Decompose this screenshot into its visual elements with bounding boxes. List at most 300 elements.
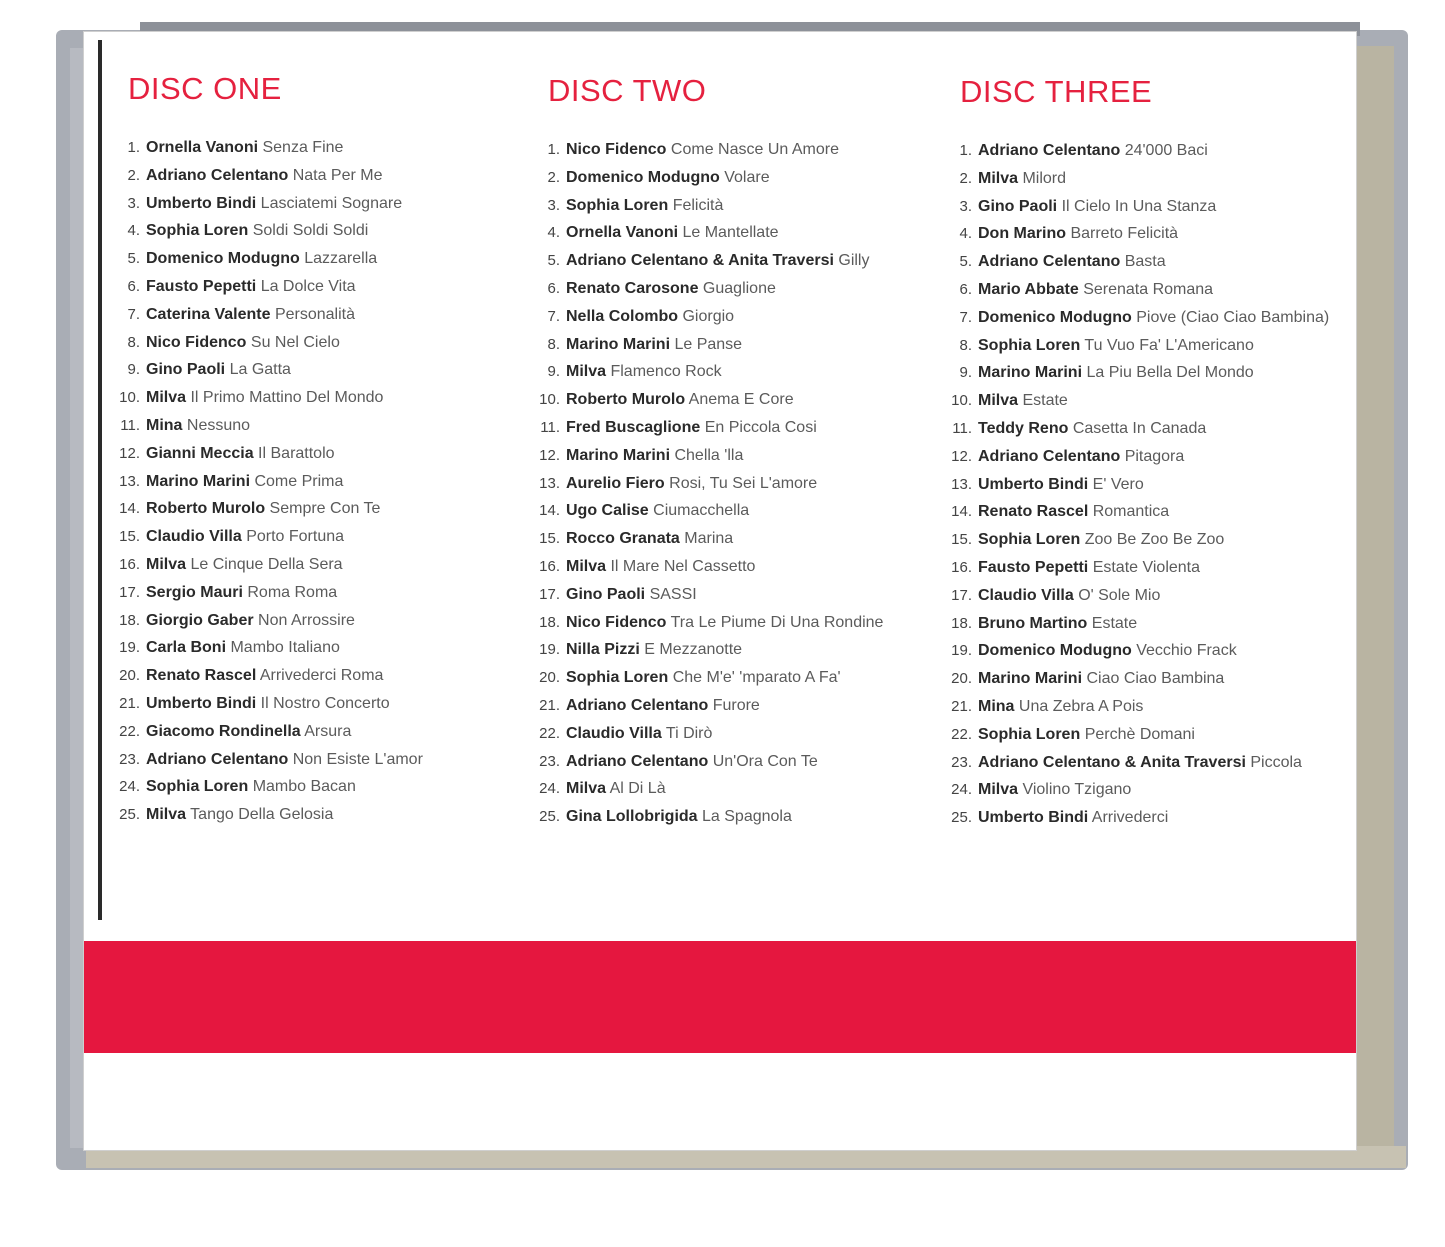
track-item	[538, 470, 938, 498]
track-number: 19.	[119, 639, 140, 657]
track-number: 5.	[959, 253, 972, 271]
track-item	[118, 607, 518, 635]
track-artist: Umberto Bindi	[146, 194, 257, 212]
track-artist: Mina	[978, 697, 1015, 715]
track-artist: Gino Paoli	[566, 585, 646, 603]
track-artist: Marino Marini	[566, 446, 671, 464]
track-artist: Claudio Villa	[566, 724, 662, 742]
track-number: 23.	[539, 752, 560, 770]
track-song: Ciumacchella	[653, 502, 750, 520]
track-song: Estate	[1022, 392, 1068, 410]
track-artist: Gina Lollobrigida	[566, 808, 698, 826]
track-item	[538, 136, 938, 164]
track-song: Soldi Soldi Soldi	[252, 222, 369, 240]
track-item	[118, 495, 518, 523]
track-song: Flamenco Rock	[610, 363, 722, 381]
track-item	[950, 804, 1330, 832]
track-number: 10.	[119, 389, 140, 407]
track-item	[950, 498, 1330, 526]
track-number: 24.	[539, 780, 560, 798]
track-item	[950, 137, 1330, 165]
track-number: 17.	[951, 586, 972, 604]
track-song: La Dolce Vita	[260, 277, 356, 295]
track-song: Rosi, Tu Sei L'amore	[669, 474, 818, 492]
track-artist: Milva	[978, 169, 1019, 187]
track-number: 9.	[959, 364, 972, 382]
disc-three-tracklist	[950, 137, 1330, 832]
track-artist: Sophia Loren	[978, 531, 1081, 549]
track-artist: Sophia Loren	[146, 778, 249, 796]
track-artist: Aurelio Fiero	[566, 474, 665, 492]
track-number: 22.	[951, 725, 972, 743]
track-song: Personalità	[274, 305, 355, 323]
track-number: 5.	[127, 250, 140, 268]
track-number: 14.	[951, 503, 972, 521]
track-artist: Adriano Celentano	[566, 696, 709, 714]
track-number: 6.	[547, 279, 560, 297]
track-song: Pitagora	[1124, 447, 1185, 465]
track-artist: Milva	[146, 555, 187, 573]
disc-one-title: DISC ONE	[128, 71, 282, 106]
track-item	[950, 276, 1330, 304]
track-item	[118, 773, 518, 801]
track-artist: Sophia Loren	[978, 336, 1081, 354]
track-number: 20.	[119, 667, 140, 685]
track-number: 24.	[951, 781, 972, 799]
track-item	[538, 247, 938, 275]
track-song: E Mezzanotte	[644, 641, 743, 659]
track-item	[950, 332, 1330, 360]
track-item	[538, 775, 938, 803]
track-item	[950, 665, 1330, 693]
track-artist: Gianni Meccia	[146, 444, 254, 462]
track-artist: Claudio Villa	[978, 586, 1074, 604]
track-number: 17.	[539, 585, 560, 603]
track-artist: Giacomo Rondinella	[146, 722, 301, 740]
track-item	[538, 164, 938, 192]
track-item	[118, 245, 518, 273]
track-song: Furore	[712, 696, 760, 714]
track-number: 18.	[119, 611, 140, 629]
track-number: 21.	[539, 696, 560, 714]
track-number: 6.	[959, 280, 972, 298]
track-number: 1.	[547, 141, 560, 158]
track-item	[950, 526, 1330, 554]
track-number: 6.	[127, 277, 140, 295]
track-song: Guaglione	[702, 279, 776, 297]
track-song: Tango Della Gelosia	[190, 806, 334, 824]
track-number: 22.	[539, 724, 560, 742]
disc-three-title: DISC THREE	[960, 74, 1153, 109]
track-item	[538, 497, 938, 525]
track-item	[118, 384, 518, 412]
track-song: Il Primo Mattino Del Mondo	[190, 389, 384, 407]
track-song: Un'Ora Con Te	[712, 752, 818, 770]
track-item	[950, 248, 1330, 276]
track-artist: Giorgio Gaber	[146, 611, 254, 629]
track-song: Come Prima	[254, 472, 344, 490]
track-item	[118, 273, 518, 301]
track-artist: Nico Fidenco	[566, 613, 667, 631]
track-item	[950, 387, 1330, 415]
track-item	[118, 690, 518, 718]
track-item	[538, 303, 938, 331]
track-item	[118, 718, 518, 746]
track-number: 25.	[951, 809, 972, 827]
track-artist: Caterina Valente	[146, 305, 271, 323]
track-number: 15.	[539, 530, 560, 548]
track-artist: Milva	[978, 781, 1019, 799]
track-artist: Ornella Vanoni	[146, 139, 259, 156]
track-artist: Claudio Villa	[146, 528, 242, 546]
track-number: 20.	[951, 670, 972, 688]
track-item	[950, 471, 1330, 499]
track-artist: Milva	[566, 363, 607, 381]
track-song: Estate Violenta	[1092, 558, 1201, 576]
track-number: 8.	[959, 336, 972, 354]
track-number: 23.	[119, 750, 140, 768]
track-artist: Nella Colombo	[566, 307, 679, 325]
track-number: 8.	[127, 333, 140, 351]
track-song: Lasciatemi Sognare	[260, 194, 403, 212]
track-song: Non Esiste L'amor	[292, 750, 423, 768]
track-item	[950, 220, 1330, 248]
case-right-edge	[1356, 46, 1394, 1156]
disc-one-tracklist	[118, 134, 518, 829]
track-artist: Nico Fidenco	[146, 333, 247, 351]
track-number: 15.	[951, 531, 972, 549]
track-artist: Adriano Celentano	[146, 166, 289, 184]
track-item	[538, 525, 938, 553]
track-song: Arrivederci	[1091, 809, 1169, 827]
track-artist: Domenico Modugno	[146, 250, 300, 268]
track-artist: Milva	[146, 389, 187, 407]
track-item	[538, 331, 938, 359]
track-artist: Adriano Celentano	[978, 447, 1121, 465]
track-artist: Mario Abbate	[978, 280, 1079, 298]
track-item	[118, 662, 518, 690]
track-artist: Milva	[978, 392, 1019, 410]
track-song: Estate	[1091, 614, 1138, 632]
track-artist: Don Marino	[978, 225, 1066, 243]
track-song: Mambo Bacan	[252, 778, 356, 796]
track-item	[538, 414, 938, 442]
track-song: Senza Fine	[262, 139, 344, 156]
track-artist: Adriano Celentano	[146, 750, 289, 768]
track-item	[538, 748, 938, 776]
track-item	[950, 359, 1330, 387]
track-number: 19.	[539, 641, 560, 659]
track-number: 3.	[959, 197, 972, 215]
track-item	[118, 190, 518, 218]
track-song: E' Vero	[1092, 475, 1144, 493]
track-number: 20.	[539, 669, 560, 687]
track-artist: Roberto Murolo	[566, 391, 686, 409]
disc-one-column	[118, 72, 518, 829]
track-number: 4.	[959, 225, 972, 243]
track-number: 2.	[959, 169, 972, 187]
track-number: 10.	[539, 391, 560, 409]
track-song: Romantica	[1092, 503, 1170, 521]
track-artist: Marino Marini	[566, 335, 671, 353]
track-number: 3.	[547, 196, 560, 214]
track-number: 14.	[119, 500, 140, 518]
track-item	[118, 440, 518, 468]
track-item	[538, 386, 938, 414]
disc-two-column	[538, 74, 938, 831]
track-number: 16.	[539, 557, 560, 575]
track-song: Piove (Ciao Ciao Bambina)	[1136, 308, 1330, 326]
sheet-spine-shadow	[98, 40, 102, 920]
track-song: Il Nostro Concerto	[260, 694, 390, 712]
track-number: 7.	[959, 308, 972, 326]
track-song: Basta	[1124, 253, 1166, 271]
track-item	[538, 581, 938, 609]
track-song: La Gatta	[229, 361, 291, 379]
track-item	[950, 193, 1330, 221]
track-artist: Umberto Bindi	[978, 809, 1089, 827]
track-number: 1.	[959, 142, 972, 159]
track-song: Il Barattolo	[258, 444, 335, 462]
track-item	[538, 609, 938, 637]
track-artist: Sophia Loren	[566, 669, 669, 687]
track-song: Come Nasce Un Amore	[670, 141, 839, 158]
track-item	[950, 554, 1330, 582]
track-artist: Umberto Bindi	[146, 694, 257, 712]
track-artist: Domenico Modugno	[566, 168, 720, 186]
track-artist: Nico Fidenco	[566, 141, 667, 158]
disc-two-tracklist	[538, 136, 938, 831]
track-song: La Piu Bella Del Mondo	[1086, 364, 1254, 382]
track-item	[118, 162, 518, 190]
track-number: 11.	[540, 418, 560, 436]
track-item	[950, 776, 1330, 804]
track-number: 24.	[119, 778, 140, 796]
track-artist: Renato Rascel	[146, 667, 257, 685]
track-song: Il Cielo In Una Stanza	[1061, 197, 1217, 215]
track-number: 8.	[547, 335, 560, 353]
track-artist: Milva	[146, 806, 187, 824]
track-song: Porto Fortuna	[246, 528, 345, 546]
track-number: 1.	[127, 139, 140, 156]
track-item	[950, 443, 1330, 471]
track-item	[538, 275, 938, 303]
track-artist: Adriano Celentano & Anita Traversi	[978, 753, 1246, 771]
track-number: 11.	[952, 419, 972, 437]
track-number: 12.	[951, 447, 972, 465]
track-song: Non Arrossire	[258, 611, 355, 629]
track-song: Le Mantellate	[682, 224, 779, 242]
track-artist: Renato Carosone	[566, 279, 699, 297]
track-item	[118, 412, 518, 440]
track-song: Gilly	[838, 252, 870, 270]
track-song: Nessuno	[186, 416, 251, 434]
track-item	[118, 356, 518, 384]
track-number: 13.	[119, 472, 140, 490]
track-artist: Mina	[146, 416, 183, 434]
disc-two-title: DISC TWO	[548, 73, 707, 108]
track-song: Al Di Là	[609, 780, 666, 798]
track-song: Ciao Ciao Bambina	[1086, 670, 1225, 688]
track-song: Arsura	[304, 722, 352, 740]
track-song: SASSI	[649, 585, 697, 603]
track-song: Roma Roma	[247, 583, 338, 601]
track-artist: Milva	[566, 557, 607, 575]
track-artist: Marino Marini	[146, 472, 251, 490]
track-song: O' Sole Mio	[1078, 586, 1161, 604]
track-item	[118, 523, 518, 551]
track-song: Casetta In Canada	[1072, 419, 1207, 437]
red-band	[84, 941, 1356, 1053]
track-song: Chella 'lla	[674, 446, 744, 464]
track-song: Zoo Be Zoo Be Zoo	[1084, 531, 1225, 549]
track-artist: Sophia Loren	[566, 196, 669, 214]
track-number: 14.	[539, 502, 560, 520]
track-item	[950, 721, 1330, 749]
track-number: 25.	[119, 806, 140, 824]
track-song: Milord	[1022, 169, 1067, 187]
track-number: 16.	[119, 555, 140, 573]
track-song: Mambo Italiano	[230, 639, 340, 657]
track-number: 25.	[539, 808, 560, 826]
track-artist: Teddy Reno	[978, 419, 1069, 437]
track-number: 9.	[547, 363, 560, 381]
track-item	[950, 582, 1330, 610]
track-number: 17.	[119, 583, 140, 601]
track-song: Violino Tzigano	[1022, 781, 1132, 799]
track-number: 2.	[547, 168, 560, 186]
track-artist: Milva	[566, 780, 607, 798]
track-artist: Adriano Celentano & Anita Traversi	[566, 252, 834, 270]
track-number: 2.	[127, 166, 140, 184]
track-artist: Umberto Bindi	[978, 475, 1089, 493]
track-artist: Fausto Pepetti	[146, 277, 257, 295]
track-number: 11.	[120, 416, 140, 434]
track-item	[950, 637, 1330, 665]
track-item	[950, 304, 1330, 332]
track-artist: Sophia Loren	[978, 725, 1081, 743]
track-number: 13.	[539, 474, 560, 492]
track-song: Le Cinque Della Sera	[190, 555, 343, 573]
track-song: Vecchio Frack	[1136, 642, 1237, 660]
track-number: 10.	[951, 392, 972, 410]
track-song: Tu Vuo Fa' L'Americano	[1084, 336, 1254, 354]
track-item	[118, 634, 518, 662]
track-item	[538, 692, 938, 720]
track-number: 12.	[119, 444, 140, 462]
track-song: Serenata Romana	[1083, 280, 1214, 298]
track-item	[538, 664, 938, 692]
track-artist: Adriano Celentano	[978, 142, 1121, 159]
track-song: Nata Per Me	[292, 166, 383, 184]
track-artist: Marino Marini	[978, 670, 1083, 688]
disc-three-column	[950, 75, 1330, 832]
track-number: 18.	[539, 613, 560, 631]
track-song: Arrivederci Roma	[259, 667, 384, 685]
track-artist: Sophia Loren	[146, 222, 249, 240]
track-item	[538, 803, 938, 831]
track-item	[950, 165, 1330, 193]
track-item	[118, 579, 518, 607]
track-item	[538, 219, 938, 247]
track-number: 23.	[951, 753, 972, 771]
track-song: Anema E Core	[688, 391, 794, 409]
track-song: Su Nel Cielo	[250, 333, 340, 351]
track-item	[118, 134, 518, 162]
track-item	[118, 551, 518, 579]
track-item	[118, 329, 518, 357]
track-song: Volare	[724, 168, 770, 186]
track-song: Tra Le Piume Di Una Rondine	[670, 613, 884, 631]
track-number: 21.	[119, 694, 140, 712]
track-song: Le Panse	[674, 335, 743, 353]
track-item	[118, 468, 518, 496]
track-artist: Fausto Pepetti	[978, 558, 1089, 576]
track-number: 4.	[547, 224, 560, 242]
track-song: Una Zebra A Pois	[1018, 697, 1144, 715]
track-artist: Gino Paoli	[146, 361, 226, 379]
track-artist: Rocco Granata	[566, 530, 680, 548]
track-artist: Ornella Vanoni	[566, 224, 679, 242]
track-item	[538, 720, 938, 748]
track-artist: Bruno Martino	[978, 614, 1088, 632]
track-song: Il Mare Nel Cassetto	[610, 557, 756, 575]
track-number: 4.	[127, 222, 140, 240]
track-artist: Marino Marini	[978, 364, 1083, 382]
track-song: 24'000 Baci	[1124, 142, 1208, 159]
track-item	[118, 217, 518, 245]
track-item	[118, 746, 518, 774]
track-artist: Roberto Murolo	[146, 500, 266, 518]
track-number: 18.	[951, 614, 972, 632]
track-artist: Fred Buscaglione	[566, 418, 701, 436]
track-song: Ti Dirò	[665, 724, 713, 742]
track-artist: Adriano Celentano	[978, 253, 1121, 271]
track-item	[538, 553, 938, 581]
track-item	[538, 358, 938, 386]
track-song: La Spagnola	[702, 808, 792, 826]
track-song: En Piccola Cosi	[704, 418, 817, 436]
track-artist: Renato Rascel	[978, 503, 1089, 521]
track-item	[538, 442, 938, 470]
track-number: 15.	[119, 528, 140, 546]
track-song: Marina	[684, 530, 734, 548]
track-number: 9.	[127, 361, 140, 379]
track-item	[538, 192, 938, 220]
track-song: Giorgio	[682, 307, 735, 325]
track-number: 5.	[547, 252, 560, 270]
track-item	[118, 801, 518, 829]
track-artist: Carla Boni	[146, 639, 227, 657]
track-song: Che M'e' 'mparato A Fa'	[672, 669, 841, 687]
track-number: 7.	[547, 307, 560, 325]
track-song: Perchè Domani	[1084, 725, 1195, 743]
track-song: Lazzarella	[304, 250, 378, 268]
track-number: 13.	[951, 475, 972, 493]
track-number: 21.	[951, 697, 972, 715]
track-artist: Domenico Modugno	[978, 642, 1132, 660]
track-song: Felicità	[672, 196, 724, 214]
track-item	[950, 610, 1330, 638]
track-number: 16.	[951, 558, 972, 576]
track-number: 12.	[539, 446, 560, 464]
track-artist: Ugo Calise	[566, 502, 649, 520]
track-item	[950, 749, 1330, 777]
track-number: 7.	[127, 305, 140, 323]
track-artist: Sergio Mauri	[146, 583, 243, 601]
track-item	[950, 415, 1330, 443]
track-song: Barreto Felicità	[1070, 225, 1179, 243]
